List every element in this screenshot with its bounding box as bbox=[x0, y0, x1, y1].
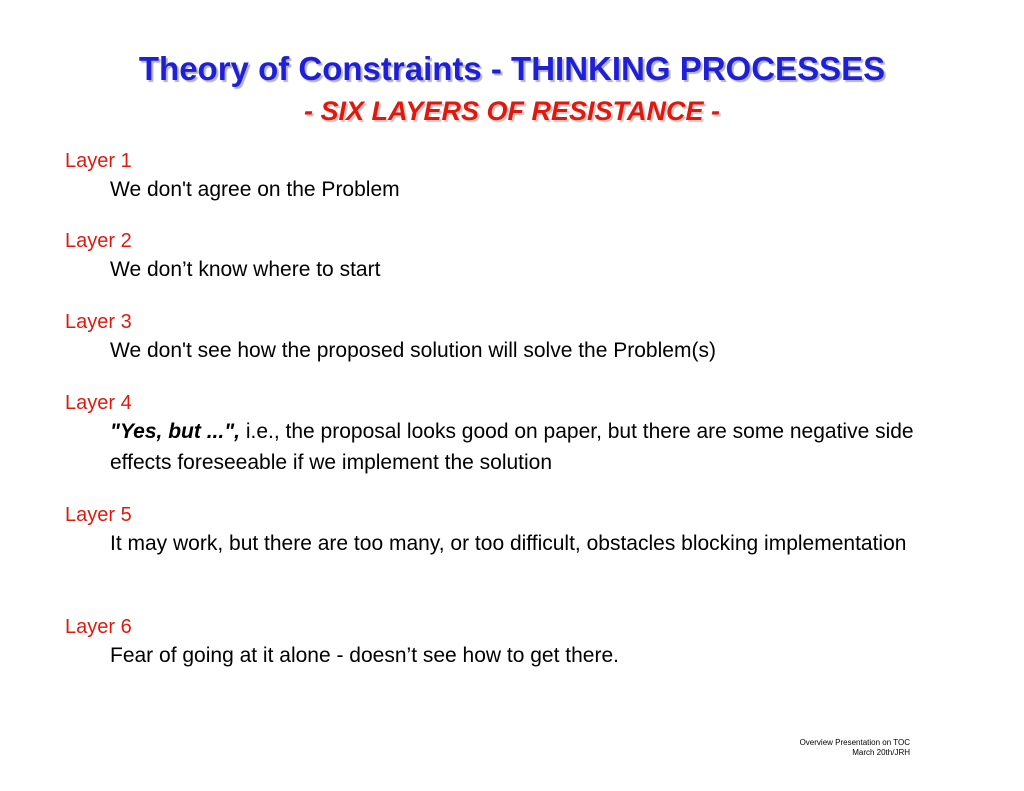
footer-note bbox=[800, 738, 910, 758]
footer-line-1: Overview Presentation on TOC bbox=[799, 738, 910, 747]
layer-description: Fear of going at it alone - doesn’t see how to get there. bbox=[110, 644, 619, 667]
layer-emphasis: "Yes, but ...", bbox=[110, 420, 240, 443]
layer-4 bbox=[65, 390, 965, 478]
layer-5 bbox=[65, 502, 965, 559]
layer-3 bbox=[65, 309, 965, 366]
layer-heading: Layer 5 bbox=[65, 504, 132, 526]
layer-2 bbox=[65, 228, 965, 285]
layer-description: It may work, but there are too many, or too difficult, obstacles blocking implementation bbox=[110, 532, 907, 555]
layer-description-text: i.e., the proposal looks good on paper, but there are some negative side effects foreseeable if we implement the solution bbox=[110, 420, 914, 474]
layer-1 bbox=[65, 148, 965, 205]
layer-heading: Layer 3 bbox=[65, 311, 132, 333]
layer-heading: Layer 4 bbox=[65, 392, 132, 414]
layer-6 bbox=[65, 614, 965, 671]
layer-description: We don't see how the proposed solution will solve the Problem(s) bbox=[110, 339, 716, 362]
footer-line-2: March 20th/JRH bbox=[852, 748, 910, 757]
layer-heading: Layer 2 bbox=[65, 230, 132, 252]
layer-description bbox=[110, 416, 960, 478]
slide-title: Theory of Constraints - THINKING PROCESSES bbox=[138, 50, 886, 87]
layer-description: We don't agree on the Problem bbox=[110, 178, 400, 201]
slide-subtitle: - SIX LAYERS OF RESISTANCE - bbox=[303, 96, 721, 126]
layer-heading: Layer 1 bbox=[65, 150, 132, 172]
layer-description: We don’t know where to start bbox=[110, 258, 381, 281]
layer-heading: Layer 6 bbox=[65, 616, 132, 638]
